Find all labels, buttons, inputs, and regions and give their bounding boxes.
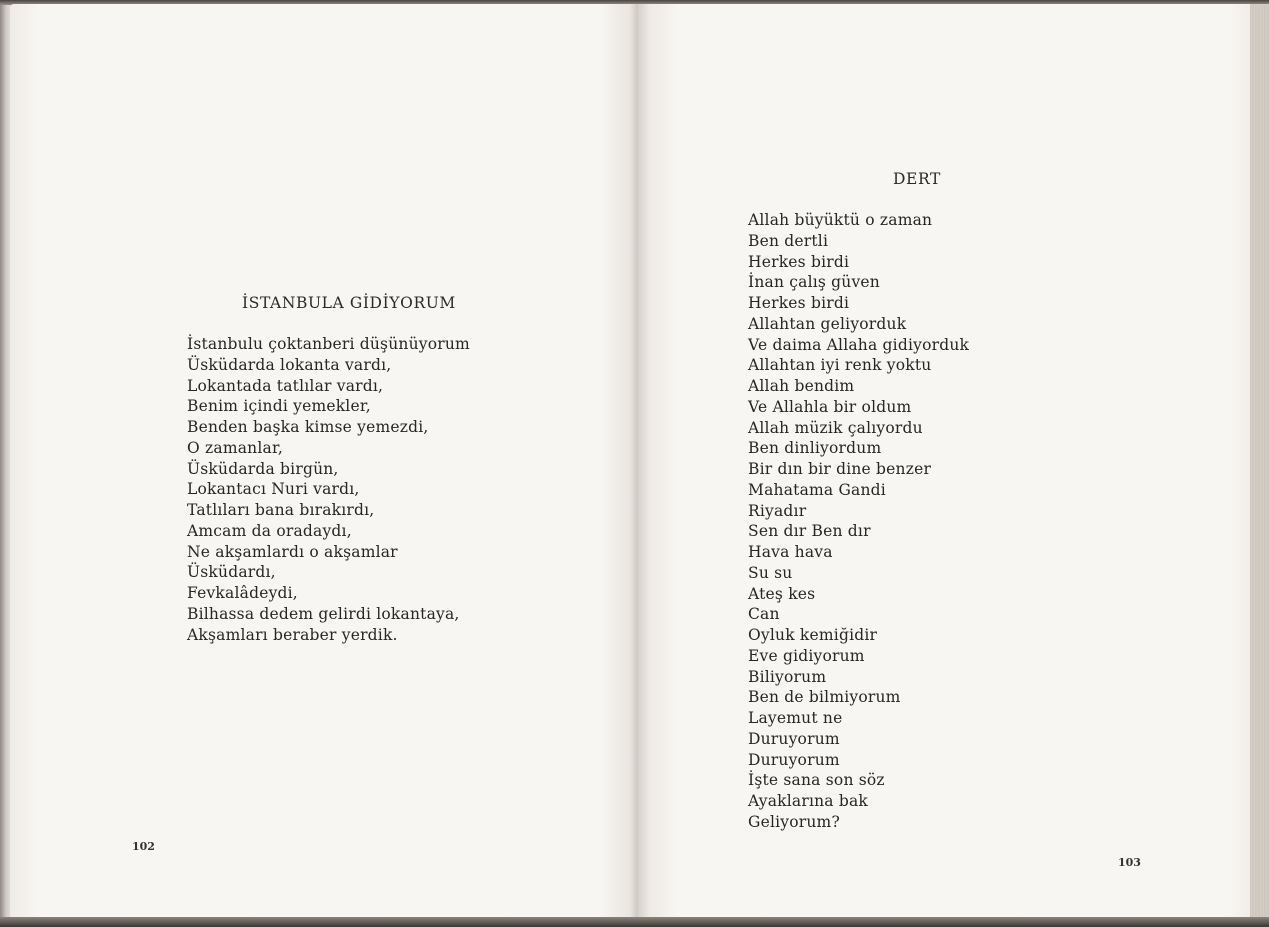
poem-line: Üsküdarda birgün, [187, 459, 339, 478]
poem-line: Ne akşamlardı o akşamlar [187, 542, 398, 561]
poem-line: Can [748, 605, 780, 624]
poem-line: Duruyorum [748, 750, 840, 769]
poem-line: Allah büyüktü o zaman [748, 211, 933, 229]
poem-line: Duruyorum [748, 729, 840, 748]
poem-line: Ayaklarına bak [748, 792, 869, 810]
book-bottom-edge [0, 917, 1269, 927]
poem-line: Benim içindi yemekler, [187, 397, 371, 416]
poem-line: Allahtan geliyorduk [748, 314, 907, 333]
poem-line: Tatlıları bana bırakırdı, [187, 501, 375, 519]
poem-line: Allah müzik çalıyordu [748, 418, 923, 437]
poem-line: Allahtan iyi renk yoktu [748, 356, 932, 375]
left-page [10, 4, 638, 919]
poem-line: Riyadır [748, 501, 807, 520]
poem-line: Eve gidiyorum [748, 646, 865, 665]
poem-line: Herkes birdi [748, 252, 850, 271]
poem-line: Bir dın bir dine benzer [748, 460, 932, 478]
poem-line: Bilhassa dedem gelirdi lokantaya, [187, 604, 460, 623]
right-page-number: 103 [1118, 856, 1141, 869]
poem-line: Akşamları beraber yerdik. [187, 625, 398, 644]
poem-line: Lokantacı Nuri vardı, [187, 480, 360, 499]
poem-line: O zamanlar, [187, 438, 283, 457]
poem-line: Su su [748, 563, 793, 582]
poem-line: Benden başka kimse yemezdi, [187, 418, 429, 436]
poem-line: Ateş kes [748, 584, 816, 603]
poem-line: İnan çalış güven [748, 273, 880, 292]
right-page [638, 4, 1250, 919]
poem-line: Hava hava [748, 543, 833, 561]
poem-line: Ve Allahla bir oldum [748, 397, 912, 416]
poem-line: Mahatama Gandi [748, 480, 886, 499]
poem-line: Biliyorum [748, 667, 827, 686]
right-poem-lines [748, 210, 969, 833]
poem-line: Lokantada tatlılar vardı, [187, 376, 384, 395]
poem-line: Geliyorum? [748, 812, 840, 831]
left-page-number: 102 [132, 840, 155, 853]
poem-line: Ben dertli [748, 231, 829, 250]
poem-line: Üsküdarda lokanta vardı, [187, 355, 392, 374]
poem-line: Fevkalâdeydi, [187, 584, 298, 602]
poem-line: Sen dır Ben dır [748, 522, 871, 541]
poem-line: Ve daima Allaha gidiyorduk [748, 335, 970, 354]
poem-line: Ben de bilmiyorum [748, 688, 901, 707]
poem-line: İstanbulu çoktanberi düşünüyorum [187, 335, 470, 353]
poem-line: Amcam da oradaydı, [187, 521, 352, 540]
left-poem-lines [187, 334, 470, 645]
left-poem-title: İSTANBULA GİDİYORUM [242, 294, 456, 312]
poem-line: Ben dinliyordum [748, 439, 882, 458]
poem-line: İşte sana son söz [748, 771, 885, 790]
right-poem-title: DERT [893, 170, 941, 188]
poem-line: Oyluk kemiğidir [748, 626, 878, 644]
poem-line: Üsküdardı, [187, 563, 276, 582]
poem-line: Allah bendim [748, 377, 855, 395]
poem-line: Layemut ne [748, 709, 843, 727]
page-stack-edge [1250, 4, 1269, 919]
poem-line: Herkes birdi [748, 294, 850, 312]
